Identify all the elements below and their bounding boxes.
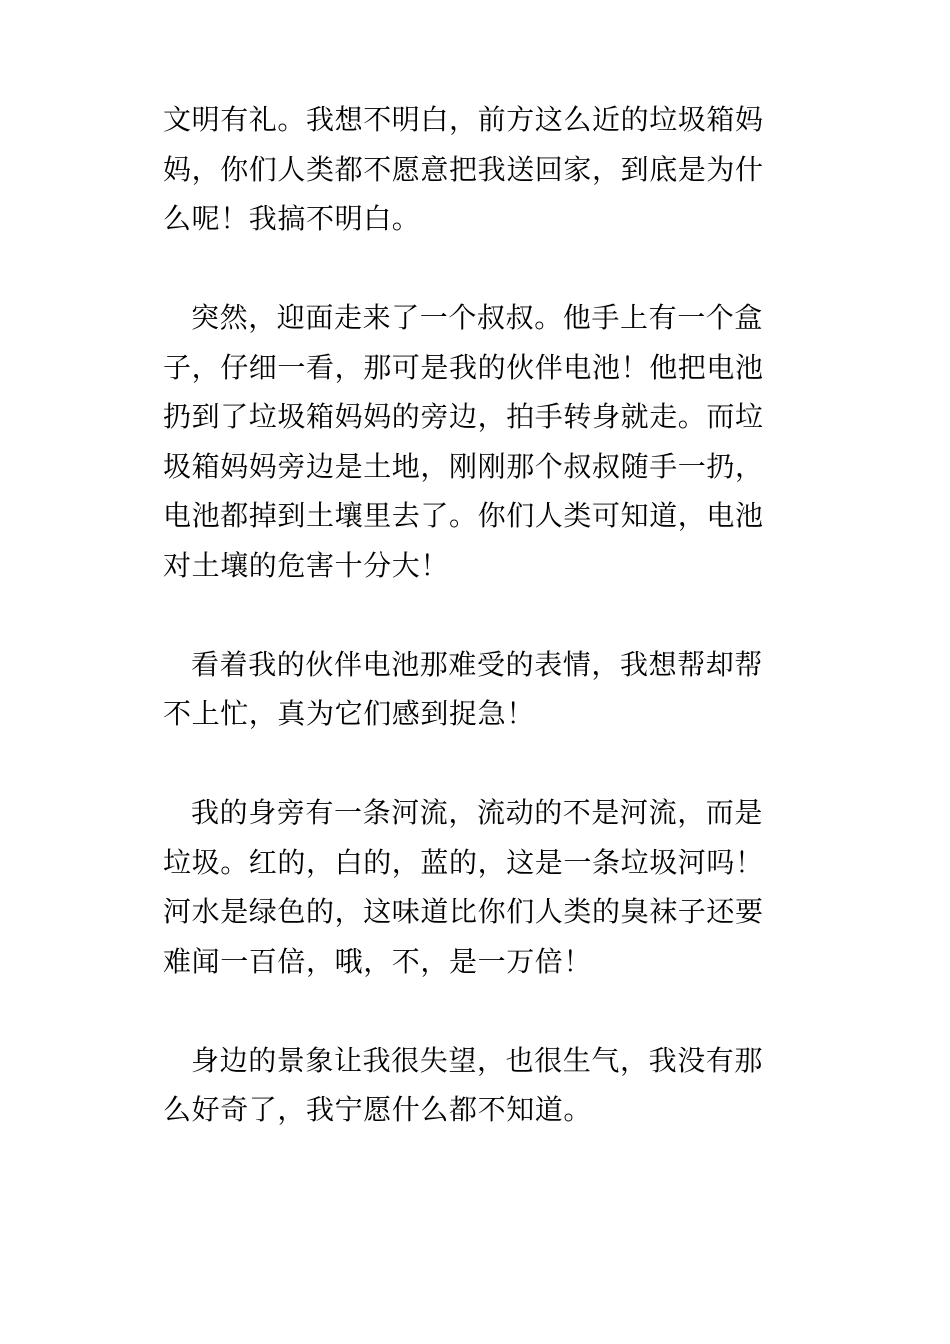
paragraph-5 — [163, 1036, 773, 1135]
text-line: 我的身旁有一条河流，流动的不是河流，而是 — [191, 796, 764, 829]
text-line: 对土壤的危害十分大！ — [163, 548, 450, 582]
text-line: 看着我的伙伴电池那难受的表情，我想帮却帮 — [191, 647, 764, 681]
text-line: 不上忙，真为它们感到捉急！ — [163, 697, 535, 730]
paragraph-2 — [163, 293, 773, 590]
text-line: 身边的景象让我很失望，也很生气，我没有那 — [191, 1043, 764, 1077]
paragraph-gap — [163, 244, 773, 294]
text-line: 突然，迎面走来了一个叔叔。他手上有一个盒 — [191, 301, 764, 334]
paragraph-4 — [163, 788, 773, 986]
paragraph-gap — [163, 986, 773, 1036]
text-line: 圾箱妈妈旁边是土地，刚刚那个叔叔随手一扔， — [163, 449, 764, 483]
paragraph-1 — [163, 95, 773, 244]
text-line: 难闻一百倍，哦，不，是一万倍！ — [163, 944, 593, 978]
text-column — [163, 95, 773, 1135]
paragraph-3 — [163, 640, 773, 739]
text-line: 妈，你们人类都不愿意把我送回家，到底是为什 — [163, 152, 764, 186]
paragraph-gap — [163, 739, 773, 789]
text-line: 垃圾。红的，白的，蓝的，这是一条垃圾河吗！ — [163, 845, 764, 879]
paragraph-gap — [163, 590, 773, 640]
text-line: 扔到了垃圾箱妈妈的旁边，拍手转身就走。而垃 — [163, 400, 764, 433]
text-line: 河水是绿色的，这味道比你们人类的臭袜子还要 — [163, 895, 764, 928]
text-line: 么好奇了，我宁愿什么都不知道。 — [163, 1093, 593, 1126]
text-line: 文明有礼。我想不明白，前方这么近的垃圾箱妈 — [163, 103, 764, 136]
text-line: 电池都掉到土壤里去了。你们人类可知道，电池 — [163, 499, 764, 532]
text-line: 子，仔细一看，那可是我的伙伴电池！他把电池 — [163, 350, 764, 384]
text-line: 么呢！我搞不明白。 — [163, 202, 421, 235]
